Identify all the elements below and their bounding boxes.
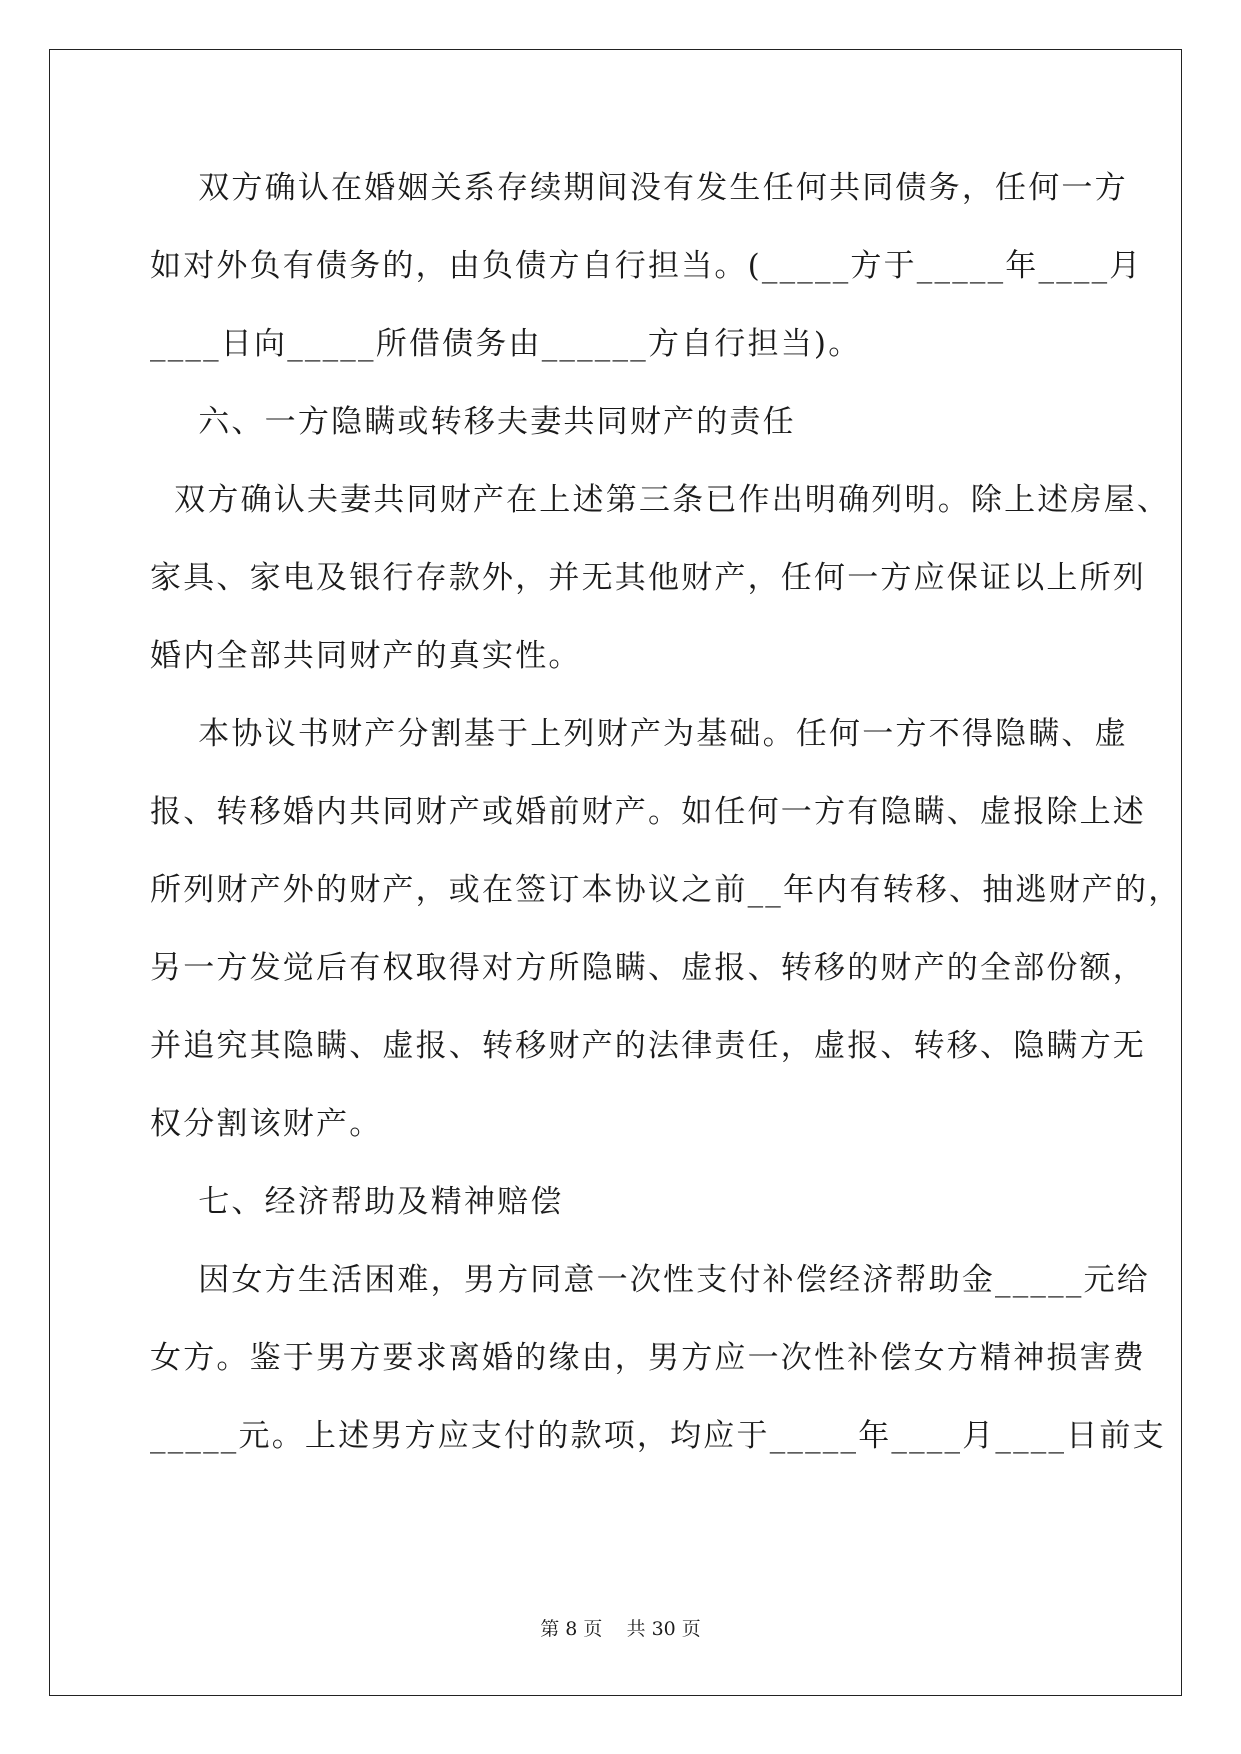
section-heading: 六、一方隐瞒或转移夫妻共同财产的责任 [150,404,796,440]
text-line: 女方。鉴于男方要求离婚的缘由，男方应一次性补偿女方精神损害费 [150,1340,1146,1376]
section-heading: 七、经济帮助及精神赔偿 [150,1184,564,1220]
text-line: 双方确认在婚姻关系存续期间没有发生任何共同债务，任何一方 [150,170,1128,206]
text-line: 本协议书财产分割基于上列财产为基础。任何一方不得隐瞒、虚 [150,716,1128,752]
text-line: 家具、家电及银行存款外，并无其他财产，任何一方应保证以上所列 [150,560,1146,596]
page-number: 第 8 页 共 30 页 [540,1618,701,1640]
text-line: 因女方生活困难，男方同意一次性支付补偿经济帮助金_____元给 [150,1262,1150,1298]
text-line: ____日向_____所借债务由______方自行担当)。 [150,326,862,362]
text-line: 婚内全部共同财产的真实性。 [150,638,582,674]
text-line: 权分割该财产。 [150,1106,383,1142]
text-line: 报、转移婚内共同财产或婚前财产。如任何一方有隐瞒、虚报除上述 [150,794,1146,830]
text-line: 并追究其隐瞒、虚报、转移财产的法律责任，虚报、转移、隐瞒方无 [150,1028,1146,1064]
text-line: 双方确认夫妻共同财产在上述第三条已作出明确列明。除上述房屋、 [150,482,1171,518]
text-line: 所列财产外的财产，或在签订本协议之前__年内有转移、抽逃财产的， [150,872,1182,908]
text-line: _____元。上述男方应支付的款项，均应于_____年____月____日前支 [150,1418,1166,1454]
text-line: 如对外负有债务的，由负债方自行担当。(_____方于_____年____月 [150,248,1143,284]
text-line: 另一方发觉后有权取得对方所隐瞒、虚报、转移的财产的全部份额， [150,950,1146,986]
